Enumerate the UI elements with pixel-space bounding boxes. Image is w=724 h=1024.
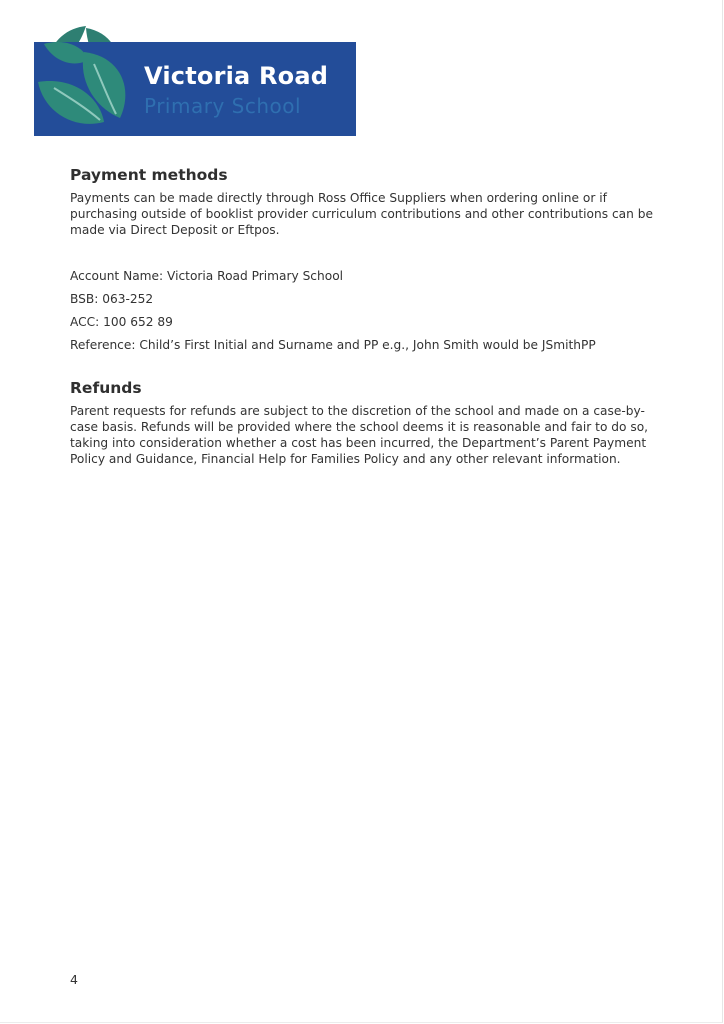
bsb-number: BSB: 063-252 xyxy=(70,292,154,306)
account-name: Account Name: Victoria Road Primary School xyxy=(70,269,344,283)
school-name: Victoria Road xyxy=(144,62,329,90)
refunds-heading: Refunds xyxy=(70,379,142,397)
payment-reference: Reference: Child’s First Initial and Surname and PP e.g., John Smith would be JSmithPP xyxy=(70,338,596,352)
school-banner xyxy=(34,42,356,136)
account-number: ACC: 100 652 89 xyxy=(70,315,173,329)
account-details xyxy=(70,268,660,353)
payment-methods-text: Payments can be made directly through Ross Office Suppliers when ordering online or if purchasing outside of booklist provider curriculum contributions and other contributions can be made via Direct Deposit or Eftpos. xyxy=(70,191,653,237)
refunds-text: Parent requests for refunds are subject to the discretion of the school and made on a case-by-case basis. Refunds will be provided where the school deems it is reasonable and fair to do so, taking into consideration whether a cost has been incurred, the Department’s Parent Payment Policy and Guidance, Financial Help for Families Policy and any other relevant information. xyxy=(70,404,649,466)
school-subtitle: Primary School xyxy=(144,94,302,118)
document-content xyxy=(70,166,660,467)
leaves-icon xyxy=(34,42,144,136)
page-number: 4 xyxy=(70,972,78,987)
payment-methods-heading: Payment methods xyxy=(70,166,228,184)
